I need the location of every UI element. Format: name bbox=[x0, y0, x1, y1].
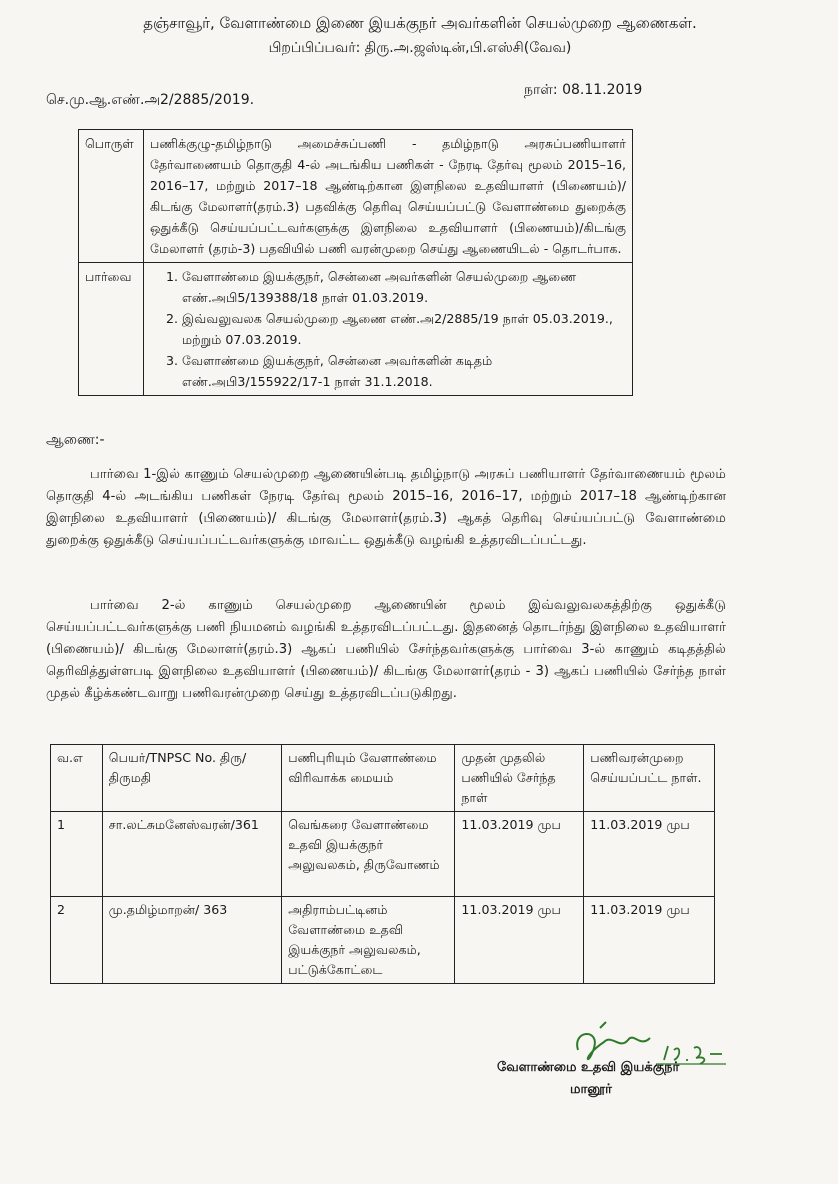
subject-label: பொருள் bbox=[79, 130, 144, 263]
reference-item: 2. இவ்வலுவலக செயல்முறை ஆணை எண்.அ2/2885/19 நாள் 05.03.2019., மற்றும் 07.03.2019. bbox=[182, 308, 626, 350]
order-date: நாள்: 08.11.2019 bbox=[524, 82, 643, 98]
header-regularized: பணிவரன்முறை செய்யப்பட்ட நாள். bbox=[584, 745, 715, 812]
reference-number: செ.மு.ஆ.எண்.அ2/2885/2019. bbox=[46, 92, 255, 108]
table-row bbox=[51, 812, 715, 897]
reference-item: 1. வேளாண்மை இயக்குநர், சென்னை அவர்களின் செயல்முறை ஆணை எண்.அபி5/139388/18 நாள் 01.03.2019. bbox=[182, 266, 626, 308]
cell-sno: 2 bbox=[51, 897, 103, 984]
cell-name: மு.தமிழ்மாறன்/ 363 bbox=[102, 897, 281, 984]
cell-sno: 1 bbox=[51, 812, 103, 897]
subject-reference-table bbox=[78, 129, 633, 396]
reference-item: 3. வேளாண்மை இயக்குநர், சென்னை அவர்களின் கடிதம் எண்.அபி3/155922/17-1 நாள் 31.1.2018. bbox=[182, 350, 626, 392]
cell-joined: 11.03.2019 முப bbox=[455, 812, 584, 897]
cell-regularized: 11.03.2019 முப bbox=[584, 812, 715, 897]
officer-title: வேளாண்மை உதவி இயக்குநர் bbox=[497, 1060, 680, 1075]
cell-office: அதிராம்பட்டினம் வேளாண்மை உதவி இயக்குநர் அலுவலகம், பட்டுக்கோட்டை bbox=[282, 897, 455, 984]
header-issuer: பிறப்பிப்பவர்: திரு.அ.ஜஸ்டின்,பி.எஸ்சி(வேவ) bbox=[268, 40, 572, 56]
subject-text: பணிக்குழு-தமிழ்நாடு அமைச்சுப்பணி - தமிழ்நாடு அரசுப்பணியாளர் தேர்வாணையம் தொகுதி 4-ல் அடங்கிய பணிகள் - நேரடி தேர்வு மூலம் 2015–16, 2016–17, மற்றும் 2017–18 ஆண்டிற்கான இளநிலை உதவியாளர் (பிணையம்)/ கிடங்கு மேலாளர்(தரம்.3) பதவிக்கு தெரிவு செய்யப்பட்டு வேளாண்மை துறைக்கு ஒதுக்கீடு செய்யப்பட்டவர்களுக்கு இளநிலை உதவியாளர் (பிணையம்)/கிடங்கு மேலாளர் (தரம்-3) பதவியில் பணி வரன்முறை செய்து ஆணையிடல் - தொடர்பாக. bbox=[144, 130, 633, 263]
header-office: பணிபுரியும் வேளாண்மை விரிவாக்க மையம் bbox=[282, 745, 455, 812]
order-paragraph-2: பார்வை 2-ல் காணும் செயல்முறை ஆணையின் மூலம் இவ்வலுவலகத்திற்கு ஒதுக்கீடு செய்யப்பட்டவர்களுக்கு பணி நியமனம் வழங்கி உத்தரவிடப்பட்டது. இதனைத் தொடர்ந்து இளநிலை உதவியாளர் (பிணையம்)/ கிடங்கு மேலாளர்(தரம்.3) ஆகப் பணியில் சேர்ந்தவர்களுக்கு பார்வை 3-ல் காணும் கடிதத்தில் தெரிவித்துள்ளபடி இளநிலை உதவியாளர் (பிணையம்)/ கிடங்கு மேலாளர்(தரம் - 3) ஆகப் பணியில் சேர்ந்த நாள் முதல் கீழ்க்கண்டவாறு பணிவரன்முறை செய்து உத்தரவிடப்படுகிறது. bbox=[46, 598, 726, 701]
cell-office: வெங்கரை வேளாண்மை உதவி இயக்குநர் அலுவலகம், திருவோணம் bbox=[282, 812, 455, 897]
regularization-table bbox=[50, 744, 715, 984]
order-label: ஆணை:- bbox=[46, 432, 105, 448]
table-header-row bbox=[51, 745, 715, 812]
cell-regularized: 11.03.2019 முப bbox=[584, 897, 715, 984]
cell-joined: 11.03.2019 முப bbox=[455, 897, 584, 984]
header-title: தஞ்சாவூர், வேளாண்மை இணை இயக்குநர் அவர்களின் செயல்முறை ஆணைகள். bbox=[143, 14, 697, 32]
references-list bbox=[150, 266, 626, 392]
table-row bbox=[51, 897, 715, 984]
cell-name: சா.லட்சுமனேஸ்வரன்/361 bbox=[102, 812, 281, 897]
header-sno: வ.எ bbox=[51, 745, 103, 812]
references-cell bbox=[144, 263, 633, 396]
header-joined: முதன் முதலில் பணியில் சேர்ந்த நாள் bbox=[455, 745, 584, 812]
officer-place: மானூர் bbox=[570, 1082, 612, 1097]
order-paragraph-1: பார்வை 1-இல் காணும் செயல்முறை ஆணையின்படி தமிழ்நாடு அரசுப் பணியாளர் தேர்வாணையம் மூலம் தொகுதி 4-ல் அடங்கிய பணிகள் நேரடி தேர்வு மூலம் 2015–16, 2016–17, மற்றும் 2017–18 ஆண்டிற்கான இளநிலை உதவியாளர் (பிணையம்)/ கிடங்கு மேலாளர்(தரம்.3) ஆகத் தெரிவு செய்யப்பட்டு வேளாண்மை துறைக்கு ஒதுக்கீடு செய்யப்பட்டவர்களுக்கு மாவட்ட ஒதுக்கீடு வழங்கி உத்தரவிடப்பட்டது. bbox=[46, 467, 726, 548]
subject-row bbox=[79, 130, 633, 263]
references-row bbox=[79, 263, 633, 396]
references-label: பார்வை bbox=[79, 263, 144, 396]
header-name: பெயர்/TNPSC No. திரு/திருமதி bbox=[102, 745, 281, 812]
